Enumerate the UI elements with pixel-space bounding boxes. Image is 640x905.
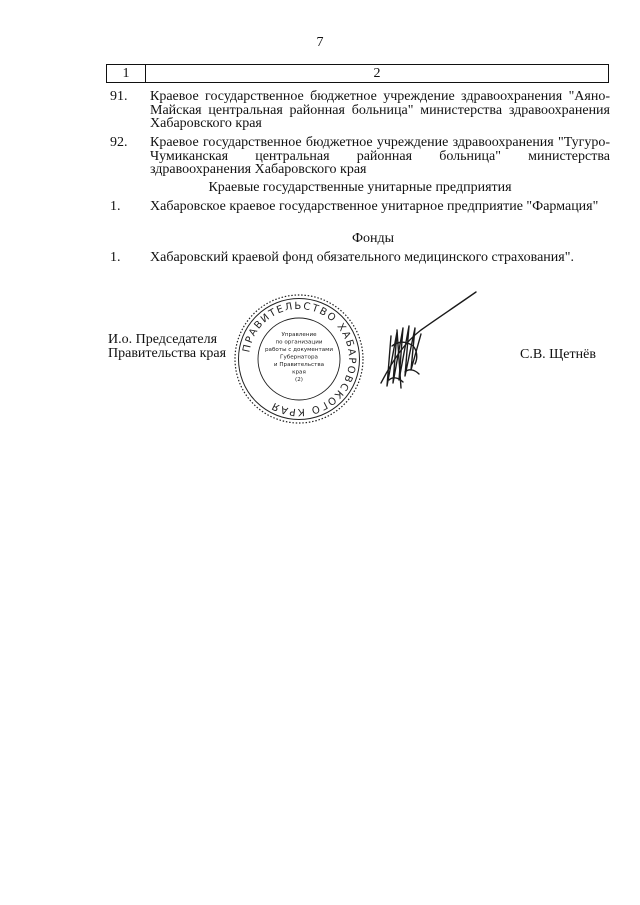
list-item-text: Хабаровское краевое государственное унитарное предприятие "Фармация" bbox=[150, 199, 599, 214]
section-heading-funds: Фонды bbox=[351, 231, 395, 246]
official-seal bbox=[233, 293, 365, 425]
list-item bbox=[110, 90, 610, 131]
list-item-number: 1. bbox=[110, 250, 121, 265]
list-item bbox=[110, 251, 610, 265]
list-item-number: 1. bbox=[110, 199, 121, 214]
signer-position-line2: Правительства края bbox=[108, 346, 227, 361]
seal-line: работы с документами bbox=[265, 347, 333, 353]
table-header-col1: 1 bbox=[107, 65, 146, 83]
signer-name: С.В. Щетнёв bbox=[520, 347, 596, 362]
table-header-col2: 2 bbox=[146, 65, 609, 83]
signer-position bbox=[108, 333, 226, 361]
list-item bbox=[110, 200, 610, 214]
seal-ring-text: ПРАВИТЕЛЬСТВО ХАБАРОВСКОГО КРАЯ bbox=[241, 300, 358, 418]
seal-line: и Правительства bbox=[273, 362, 325, 368]
table-header bbox=[106, 64, 609, 83]
seal-line: (2) bbox=[295, 377, 303, 383]
list-item bbox=[110, 136, 610, 177]
list-item-number: 92. bbox=[110, 135, 128, 150]
list-item-text: Краевое государственное бюджетное учреждение здравоохранения "Аяно-Майская центральная районная больница" министерства здравоохранения Хабаровского края bbox=[150, 89, 610, 131]
seal-line: Управление bbox=[281, 332, 317, 338]
list-item-text: Хабаровский краевой фонд обязательного медицинского страхования". bbox=[150, 250, 574, 265]
seal-line: Губернатора bbox=[280, 354, 318, 361]
seal-line: по организации bbox=[275, 339, 323, 346]
handwritten-signature bbox=[375, 290, 485, 395]
signer-position-line1: И.о. Председателя bbox=[108, 332, 218, 347]
list-item-text: Краевое государственное бюджетное учреждение здравоохранения "Тугуро-Чумиканская центральная районная больница" министерства здравоохранения Хабаровского края bbox=[150, 135, 610, 177]
seal-line: края bbox=[292, 369, 306, 376]
page-number: 7 bbox=[316, 35, 324, 50]
list-item-number: 91. bbox=[110, 89, 128, 104]
section-heading-enterprises: Краевые государственные унитарные предприятия bbox=[208, 180, 512, 195]
